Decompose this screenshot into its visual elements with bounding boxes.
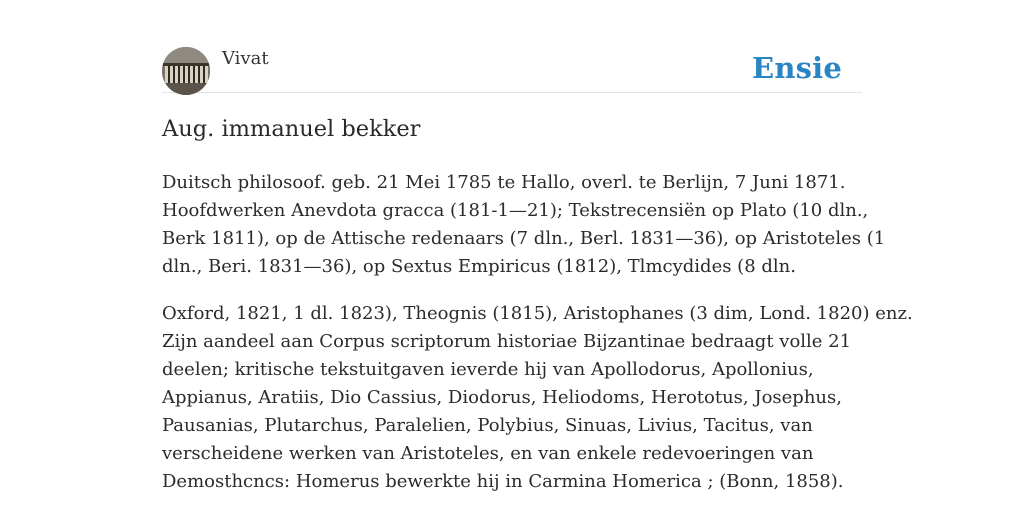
- text-line: Oxford, 1821, 1 dl. 1823), Theognis (1815), Aristophanes (3 dim, Lond. 1820) enz.: [162, 303, 913, 324]
- avatar[interactable]: [162, 47, 210, 95]
- author-name[interactable]: Vivat: [222, 48, 269, 69]
- text-line: Berk 1811), op de Attische redenaars (7 dln., Berl. 1831—36), op Aristoteles (1: [162, 228, 886, 249]
- page-title: Aug. immanuel bekker: [162, 116, 421, 142]
- brand-logo[interactable]: Ensie: [752, 51, 842, 85]
- text-line: Duitsch philosoof. geb. 21 Mei 1785 te Hallo, overl. te Berlijn, 7 Juni 1871.: [162, 172, 846, 193]
- text-line: Pausanias, Plutarchus, Paralelien, Polybius, Sinuas, Livius, Tacitus, van: [162, 415, 813, 436]
- text-line: dln., Beri. 1831—36), op Sextus Empiricus (1812), Tlmcydides (8 dln.: [162, 256, 796, 277]
- books-photo-icon: [162, 47, 210, 95]
- text-line: verscheidene werken van Aristoteles, en van enkele redevoeringen van: [162, 443, 814, 464]
- text-line: Hoofdwerken Anevdota gracca (181-1—21); Tekstrecensiën op Plato (10 dln.,: [162, 200, 869, 221]
- text-line: Appianus, Aratiis, Dio Cassius, Diodorus, Heliodoms, Herototus, Josephus,: [162, 387, 842, 408]
- page-header: [162, 45, 862, 93]
- paragraph: [162, 300, 913, 496]
- text-line: Zijn aandeel aan Corpus scriptorum historiae Bijzantinae bedraagt volle 21: [162, 331, 852, 352]
- text-line: Demosthcncs: Homerus bewerkte hij in Carmina Homerica ; (Bonn, 1858).: [162, 471, 844, 492]
- text-line: deelen; kritische tekstuitgaven ieverde hij van Apollodorus, Apollonius,: [162, 359, 814, 380]
- paragraph: [162, 169, 885, 281]
